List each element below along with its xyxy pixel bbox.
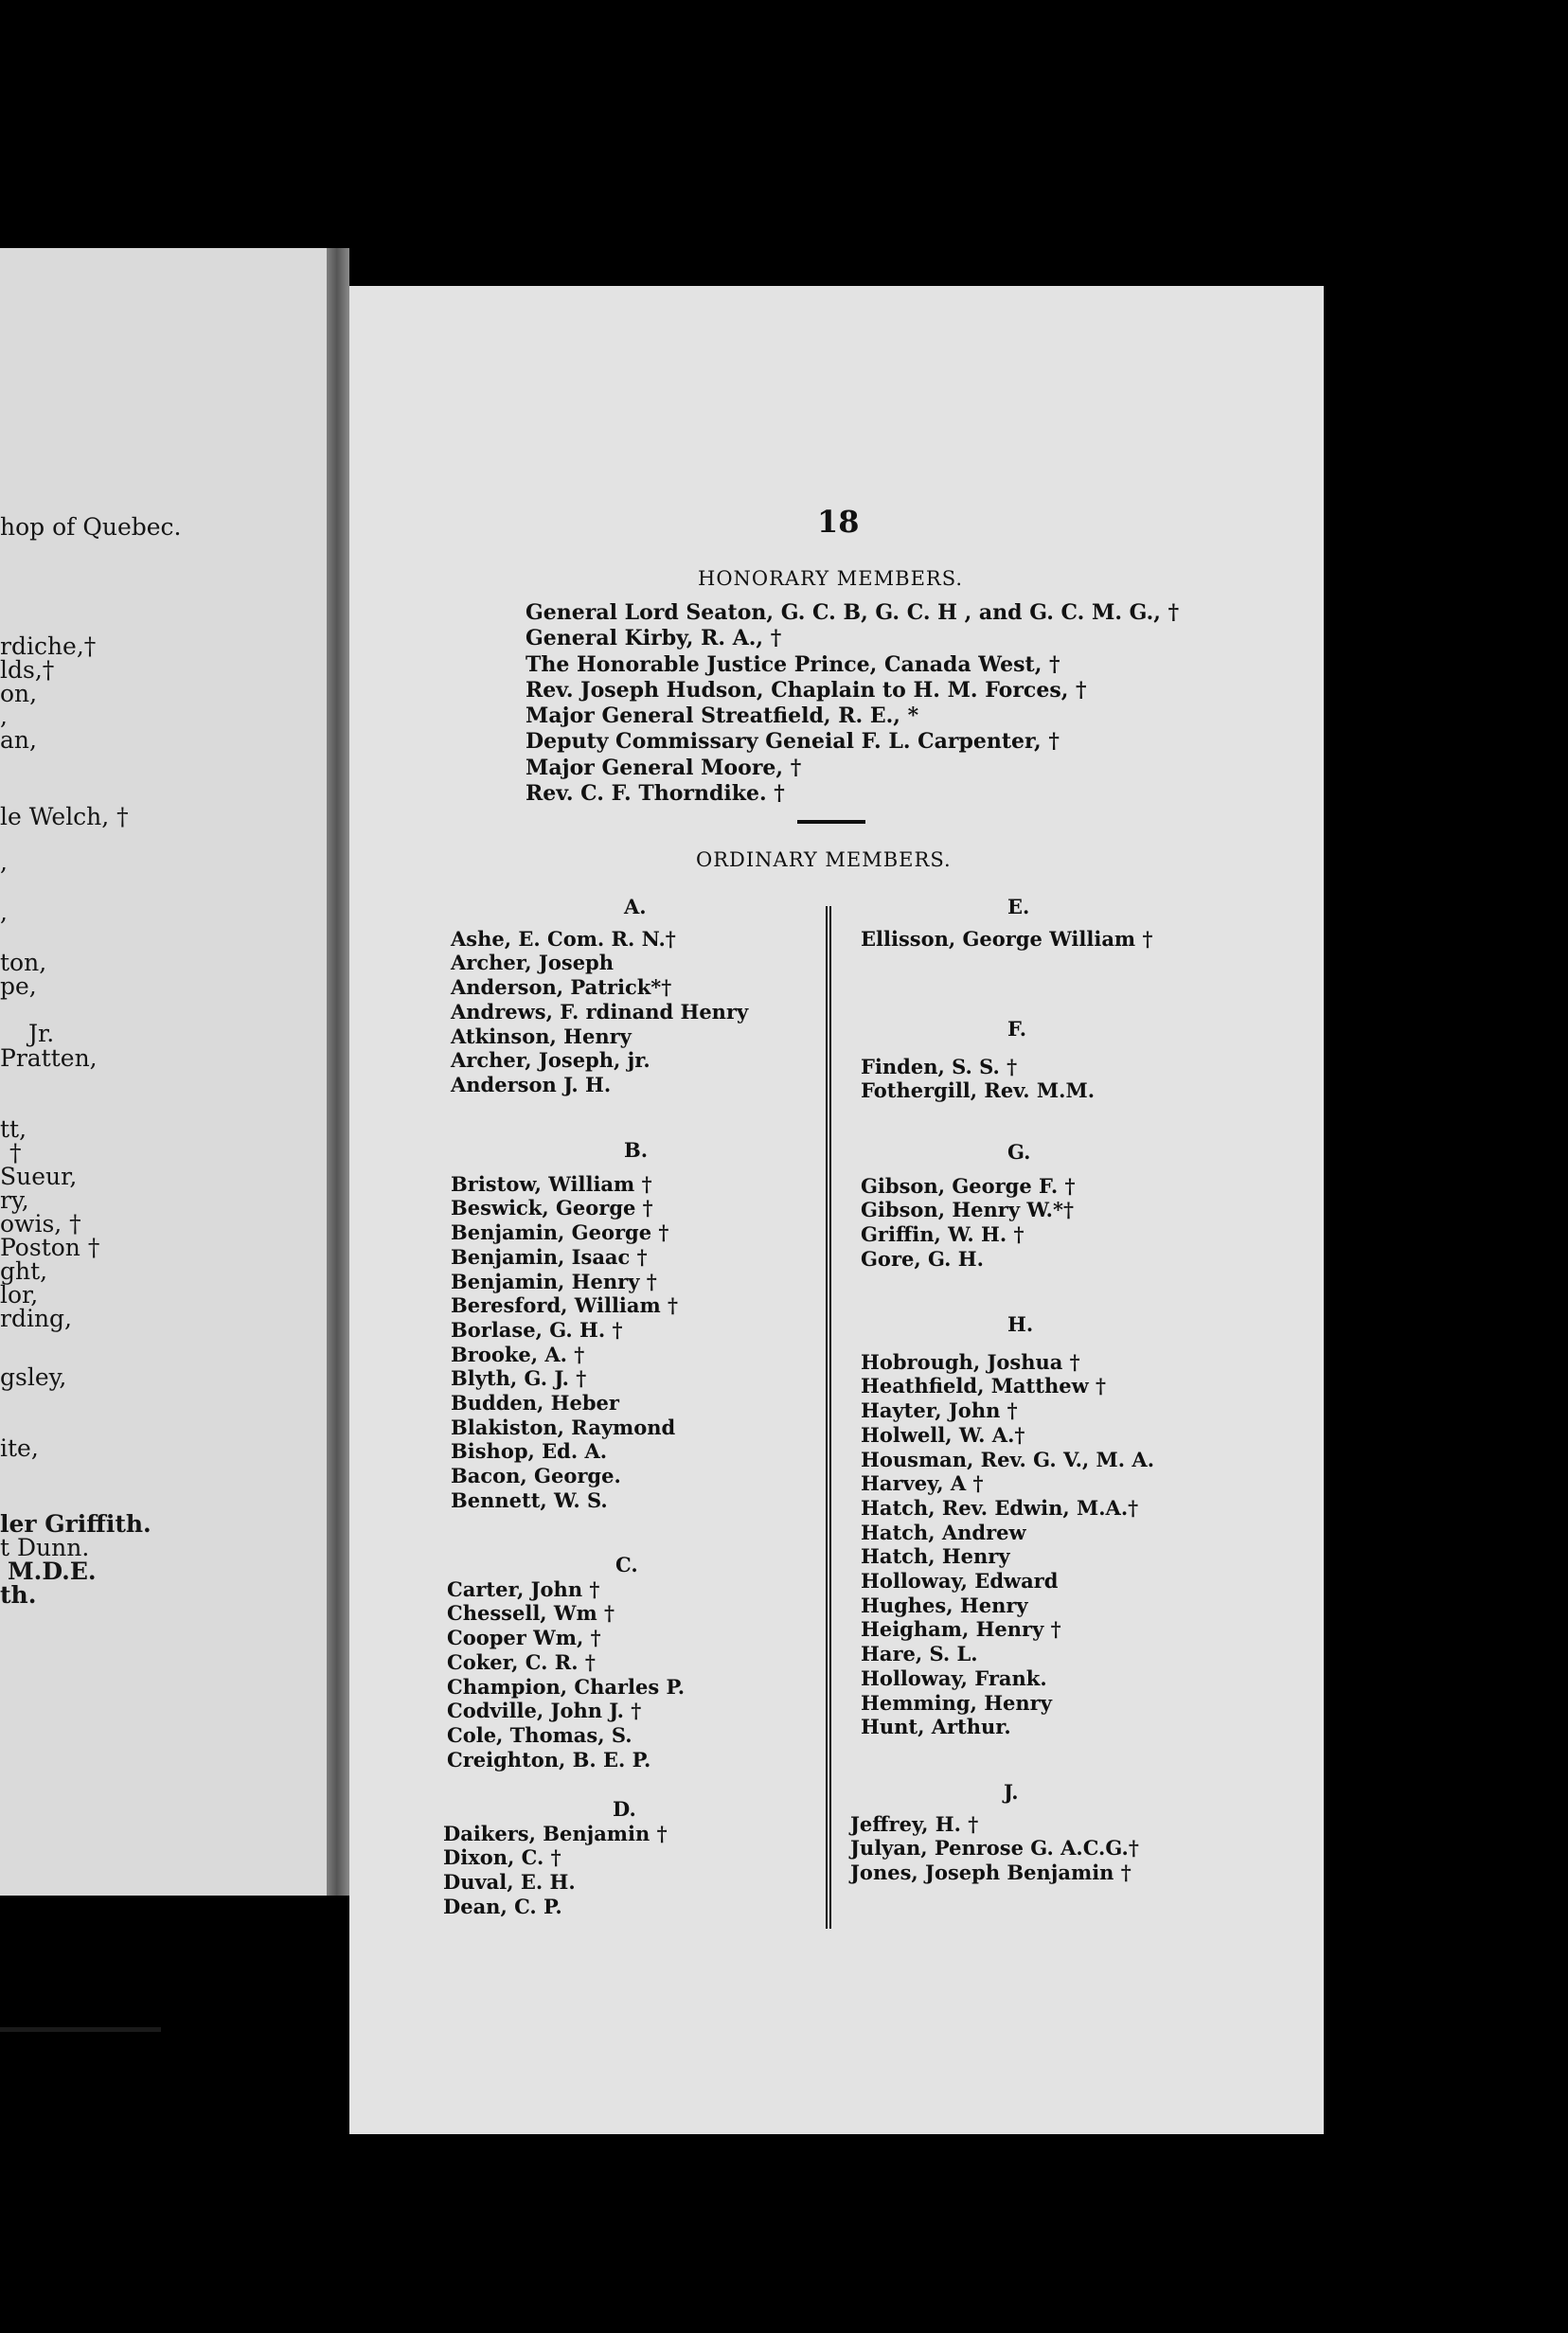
list-item: Hatch, Rev. Edwin, M.A.† [861, 1495, 1139, 1520]
list-item: Beresford, William † [451, 1293, 679, 1318]
list-item: Archer, Joseph, jr. [451, 1048, 650, 1073]
list-item: Julyan, Penrose G. A.C.G.† [850, 1836, 1139, 1861]
left-fragment-line: le Welch, † [0, 803, 129, 830]
left-fragment-line: gsley, [0, 1363, 67, 1391]
left-fragment-line: Sueur, [0, 1163, 78, 1190]
page-gutter [327, 248, 349, 1896]
section-g [861, 1140, 1075, 1272]
left-fragment-line: , [0, 703, 8, 730]
list-item: Gibson, George F. † [861, 1173, 1076, 1198]
list-item: The Honorable Justice Prince, Canada West, † [526, 651, 1060, 677]
list-item: Chessell, Wm † [447, 1601, 615, 1626]
list-item: Bennett, W. S. [451, 1487, 608, 1512]
page-number: 18 [817, 504, 860, 540]
left-fragment-line: ght, [0, 1257, 48, 1285]
list-item: Holloway, Frank. [861, 1665, 1047, 1690]
list-item: Borlase, G. H. † [451, 1317, 623, 1342]
section-h [861, 1312, 1154, 1739]
list-item: Holloway, Edward [861, 1569, 1059, 1594]
list-item: Gore, G. H. [861, 1246, 984, 1271]
left-fragment-line: tt, [0, 1115, 27, 1143]
list-item: Cooper Wm, † [447, 1626, 601, 1650]
section-d [443, 1797, 668, 1919]
left-fragment-line: ry, [0, 1186, 29, 1214]
list-item: Creighton, B. E. P. [447, 1747, 651, 1772]
honorary-members-list [526, 600, 1179, 807]
list-item: Dean, C. P. [443, 1894, 562, 1918]
list-item: Dixon, C. † [443, 1845, 561, 1870]
section-letter: B. [624, 1138, 649, 1162]
section-letter: F. [1007, 1017, 1027, 1041]
left-fragment-line: t Dunn. [0, 1534, 90, 1561]
left-fragment-line: , [0, 899, 8, 926]
section-f [861, 1017, 1095, 1103]
list-item: Archer, Joseph [451, 951, 615, 975]
list-item: Benjamin, George † [451, 1220, 669, 1245]
list-item: Hughes, Henry [861, 1593, 1028, 1617]
left-fragment-line: ler Griffith. [0, 1510, 151, 1538]
section-letter: H. [1007, 1312, 1034, 1336]
list-item: Rev. C. F. Thorndike. † [526, 781, 785, 807]
list-item: Finden, S. S. † [861, 1054, 1018, 1078]
honorary-heading: HONORARY MEMBERS. [698, 567, 964, 590]
left-page-fragment [0, 248, 327, 1896]
list-item: Blyth, G. J. † [451, 1366, 587, 1391]
section-letter: E. [1007, 895, 1030, 918]
left-fragment-line: M.D.E. [8, 1558, 97, 1585]
list-item: Hobrough, Joshua † [861, 1349, 1080, 1374]
list-item: Gibson, Henry W.*† [861, 1198, 1074, 1222]
section-b [451, 1138, 678, 1513]
section-letter: D. [613, 1797, 636, 1821]
section-letter: G. [1007, 1140, 1031, 1164]
list-item: Heathfield, Matthew † [861, 1374, 1106, 1398]
left-fragment-line: an, [0, 726, 37, 754]
ordinary-heading: ORDINARY MEMBERS. [696, 848, 952, 871]
list-item: Heigham, Henry † [861, 1617, 1061, 1642]
list-item: Atkinson, Henry [451, 1024, 632, 1048]
list-item: Duval, E. H. [443, 1870, 576, 1895]
list-item: Benjamin, Henry † [451, 1269, 657, 1293]
list-item: Major General Streatfield, R. E., * [526, 703, 919, 729]
section-e [861, 895, 1152, 951]
left-fragment-line: , [0, 848, 8, 876]
list-item: Holwell, W. A.† [861, 1422, 1025, 1447]
left-fragment-line: th. [0, 1581, 37, 1609]
list-item: Codville, John J. † [447, 1699, 642, 1723]
left-fragment-line: hop of Quebec. [0, 513, 182, 541]
list-item: Hayter, John † [861, 1398, 1018, 1423]
left-fragment-line: rdiche,† [0, 632, 97, 660]
left-fragment-line: Pratten, [0, 1044, 98, 1072]
list-item: Ashe, E. Com. R. N.† [451, 926, 676, 951]
list-item: General Kirby, R. A., † [526, 626, 782, 651]
list-item: Hatch, Andrew [861, 1520, 1026, 1544]
left-fragment-line: rding, [0, 1305, 73, 1332]
section-letter: A. [624, 895, 647, 918]
list-item: Blakiston, Raymond [451, 1415, 676, 1439]
list-item: Coker, C. R. † [447, 1649, 596, 1674]
section-j [850, 1780, 1139, 1885]
section-divider [797, 820, 865, 824]
list-item: Housman, Rev. G. V., M. A. [861, 1447, 1155, 1471]
list-item: Andrews, F. rdinand Henry [451, 999, 749, 1024]
list-item: Griffin, W. H. † [861, 1222, 1025, 1247]
list-item: Hare, S. L. [861, 1642, 978, 1666]
list-item: Jones, Joseph Benjamin † [850, 1861, 1131, 1885]
list-item: Brooke, A. † [451, 1342, 585, 1366]
list-item: Carter, John † [447, 1576, 600, 1601]
list-item: Budden, Heber [451, 1391, 619, 1416]
list-item: Major General Moore, † [526, 755, 802, 780]
list-item: General Lord Seaton, G. C. B, G. C. H , and G. C. M. G., † [526, 600, 1180, 625]
list-item: Ellisson, George William † [861, 926, 1153, 951]
left-fragment-line: lds,† [0, 656, 55, 684]
list-item: Champion, Charles P. [447, 1674, 686, 1699]
left-fragment-line: Jr. [28, 1020, 55, 1047]
list-item: Bacon, George. [451, 1464, 621, 1488]
list-item: Harvey, A † [861, 1471, 984, 1496]
list-item: Rev. Joseph Hudson, Chaplain to H. M. Forces, † [526, 677, 1087, 703]
list-item: Cole, Thomas, S. [447, 1722, 633, 1747]
left-fragment-line: lor, [0, 1281, 39, 1309]
list-item: Hemming, Henry [861, 1690, 1052, 1715]
list-item: Hatch, Henry [861, 1544, 1010, 1569]
list-item: Bishop, Ed. A. [451, 1439, 608, 1464]
left-fragment-line: † [9, 1139, 22, 1166]
list-item: Hunt, Arthur. [861, 1715, 1011, 1739]
list-item: Jeffrey, H. † [850, 1811, 979, 1836]
left-fragment-line: Poston † [0, 1234, 100, 1261]
left-fragment-line: pe, [0, 972, 37, 1000]
list-item: Deputy Commissary Geneial F. L. Carpenter, † [526, 729, 1060, 755]
list-item: Anderson, Patrick*† [451, 975, 672, 1000]
list-item: Daikers, Benjamin † [443, 1821, 668, 1845]
left-fragment-line: owis, † [0, 1210, 81, 1238]
left-divider-rule [0, 2027, 161, 2032]
list-item: Benjamin, Isaac † [451, 1244, 648, 1269]
section-letter: C. [615, 1553, 638, 1576]
list-item: Bristow, William † [451, 1171, 652, 1196]
section-c [447, 1553, 685, 1772]
column-divider [826, 906, 831, 1929]
list-item: Anderson J. H. [451, 1072, 612, 1096]
left-fragment-line: ton, [0, 949, 47, 976]
list-item: Beswick, George † [451, 1196, 653, 1220]
left-fragment-line: ite, [0, 1434, 39, 1462]
list-item: Fothergill, Rev. M.M. [861, 1078, 1096, 1103]
left-fragment-line: on, [0, 680, 38, 707]
section-a [451, 895, 748, 1097]
section-letter: J. [1004, 1780, 1019, 1804]
